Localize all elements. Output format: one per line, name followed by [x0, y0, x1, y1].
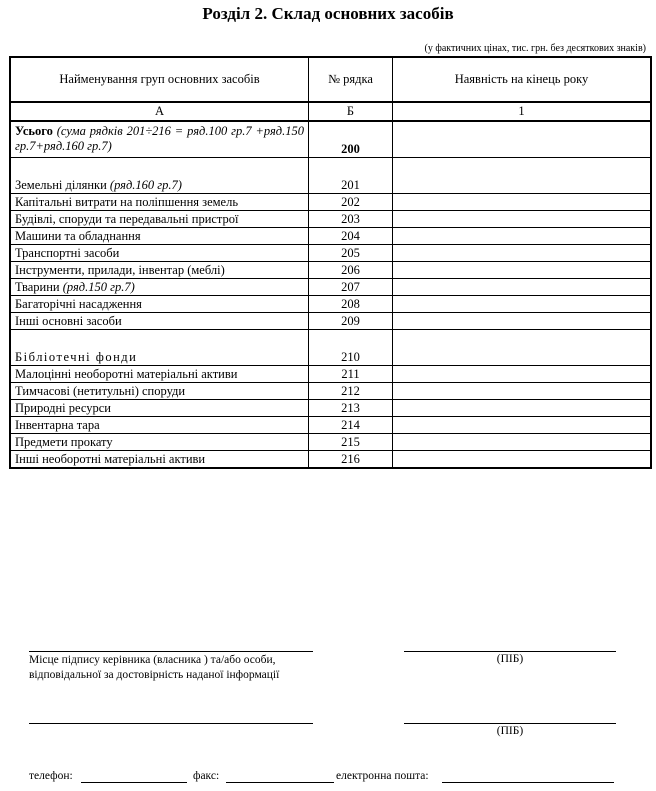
row-label: Інші необоротні матеріальні активи — [10, 451, 309, 469]
pib-label-1: (ПІБ) — [496, 653, 524, 665]
row-label: Земельні ділянки (ряд.160 гр.7) — [10, 158, 309, 194]
table-row — [10, 279, 651, 296]
table-row — [10, 434, 651, 451]
subheader-a: А — [10, 102, 309, 121]
row-label: Бібліотечні фонди — [10, 330, 309, 366]
fixed-assets-table — [9, 56, 652, 469]
subheader-b: Б — [309, 102, 393, 121]
row-value-input[interactable] — [393, 383, 652, 400]
table-row — [10, 228, 651, 245]
row-code: 209 — [309, 313, 393, 330]
table-row — [10, 400, 651, 417]
row-label: Тимчасові (нетитульні) споруди — [10, 383, 309, 400]
row-label: Малоцінні необоротні матеріальні активи — [10, 366, 309, 383]
total-label-bold: Усього — [15, 124, 53, 138]
row-code: 202 — [309, 194, 393, 211]
table-row — [10, 211, 651, 228]
total-label — [10, 121, 309, 158]
row-value-input[interactable] — [393, 279, 652, 296]
phone-field[interactable] — [81, 782, 187, 783]
row-value-input[interactable] — [393, 228, 652, 245]
row-code: 216 — [309, 451, 393, 469]
row-label: Тварини (ряд.150 гр.7) — [10, 279, 309, 296]
phone-label: телефон: — [29, 770, 73, 782]
subheader-1: 1 — [393, 102, 652, 121]
header-name: Найменування груп основних засобів — [10, 57, 309, 102]
row-value-input[interactable] — [393, 434, 652, 451]
table-row — [10, 296, 651, 313]
row-code: 201 — [309, 158, 393, 194]
signature-place-label: Місце підпису керівника (власника ) та/або особи, відповідальної за достовірність наданої інформації — [29, 654, 280, 681]
row-value-input[interactable] — [393, 245, 652, 262]
row-label: Будівлі, споруди та передавальні пристрої — [10, 211, 309, 228]
signature-line-2[interactable] — [29, 723, 313, 724]
row-code: 207 — [309, 279, 393, 296]
table-row-total — [10, 121, 651, 158]
table-row — [10, 451, 651, 469]
table-row — [10, 313, 651, 330]
row-code: 213 — [309, 400, 393, 417]
row-code: 204 — [309, 228, 393, 245]
row-label: Машини та обладнання — [10, 228, 309, 245]
table-row — [10, 245, 651, 262]
fax-field[interactable] — [226, 782, 334, 783]
pib-line-2[interactable] — [404, 723, 616, 724]
row-code: 215 — [309, 434, 393, 451]
fax-label: факс: — [193, 770, 220, 782]
row-code: 205 — [309, 245, 393, 262]
row-label: Капітальні витрати на поліпшення земель — [10, 194, 309, 211]
section-title: Розділ 2. Склад основних засобів — [202, 4, 454, 23]
row-value-input[interactable] — [393, 313, 652, 330]
units-note: (у фактичних цінах, тис. грн. без десяткових знаків) — [424, 43, 646, 54]
row-label: Інвентарна тара — [10, 417, 309, 434]
row-label: Транспортні засоби — [10, 245, 309, 262]
row-value-input[interactable] — [393, 451, 652, 469]
table-row — [10, 383, 651, 400]
row-code: 210 — [309, 330, 393, 366]
row-value-input[interactable] — [393, 211, 652, 228]
row-label: Інструменти, прилади, інвентар (меблі) — [10, 262, 309, 279]
table-row — [10, 262, 651, 279]
row-value-input[interactable] — [393, 262, 652, 279]
row-value-input[interactable] — [393, 194, 652, 211]
total-label-note: (сума рядків 201÷216 = ряд.100 гр.7 +ряд.150 гр.7+ряд.160 гр.7) — [15, 124, 305, 153]
row-value-input[interactable] — [393, 158, 652, 194]
row-label: Інші основні засоби — [10, 313, 309, 330]
row-value-input[interactable] — [393, 330, 652, 366]
row-code: 214 — [309, 417, 393, 434]
subheader-row — [10, 102, 651, 121]
signature-line-1[interactable] — [29, 651, 313, 652]
table-row — [10, 194, 651, 211]
row-label: Природні ресурси — [10, 400, 309, 417]
row-value-input[interactable] — [393, 400, 652, 417]
row-code: 211 — [309, 366, 393, 383]
row-label: Багаторічні насадження — [10, 296, 309, 313]
header-value: Наявність на кінець року — [393, 57, 652, 102]
row-value-input[interactable] — [393, 296, 652, 313]
table-row — [10, 330, 651, 366]
row-code: 212 — [309, 383, 393, 400]
table-row — [10, 366, 651, 383]
total-value-input[interactable] — [393, 121, 652, 158]
row-label: Предмети прокату — [10, 434, 309, 451]
table-row — [10, 417, 651, 434]
pib-line-1[interactable] — [404, 651, 616, 652]
total-code: 200 — [309, 121, 393, 158]
pib-label-2: (ПІБ) — [496, 725, 524, 737]
header-row — [10, 57, 651, 102]
table-row — [10, 158, 651, 194]
row-code: 206 — [309, 262, 393, 279]
row-value-input[interactable] — [393, 366, 652, 383]
email-label: електронна пошта: — [336, 770, 429, 782]
row-value-input[interactable] — [393, 417, 652, 434]
header-code: № рядка — [309, 57, 393, 102]
email-field[interactable] — [442, 782, 614, 783]
row-code: 208 — [309, 296, 393, 313]
row-code: 203 — [309, 211, 393, 228]
